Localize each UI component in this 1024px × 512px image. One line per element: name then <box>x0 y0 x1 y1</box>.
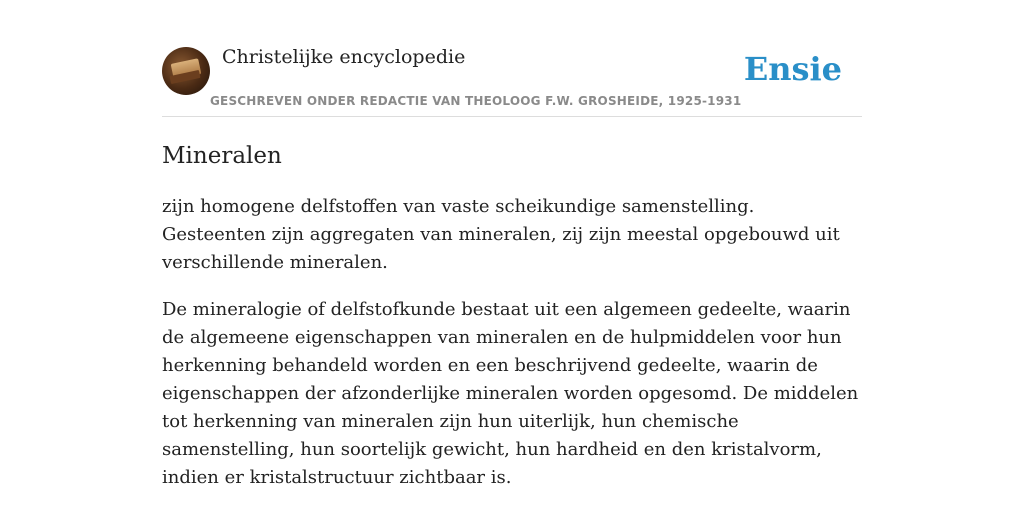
site-header <box>162 46 862 117</box>
site-title[interactable]: Christelijke encyclopedie <box>222 46 466 68</box>
site-subtitle: GESCHREVEN ONDER REDACTIE VAN THEOLOOG F.W. GROSHEIDE, 1925-1931 <box>210 94 742 108</box>
article-title: Mineralen <box>162 143 282 169</box>
page-container <box>162 46 862 492</box>
ensie-logo-link[interactable]: Ensie <box>743 50 842 88</box>
article-paragraph: De mineralogie of delfstofkunde bestaat uit een algemeen gedeelte, waarin de algemeene eigenschappen van mineralen en de hulpmiddelen voor hun herkenning behandeld worden en een beschrijvend gedeelte, waarin de eigenschappen der afzonderlijke mineralen worden opgesomd. De middelen tot herkenning van mineralen zijn hun uiterlijk, hun chemische samenstelling, hun soortelijk gewicht, hun hardheid en den kristalvorm, indien er kristalstructuur zichtbaar is. <box>162 299 859 488</box>
article-body <box>162 193 862 492</box>
article-paragraph: zijn homogene delfstoffen van vaste scheikundige samenstelling. Gesteenten zijn aggregaten van mineralen, zij zijn meestal opgebouwd uit verschillende mineralen. <box>162 196 840 273</box>
encyclopedia-avatar-icon[interactable] <box>162 47 210 95</box>
